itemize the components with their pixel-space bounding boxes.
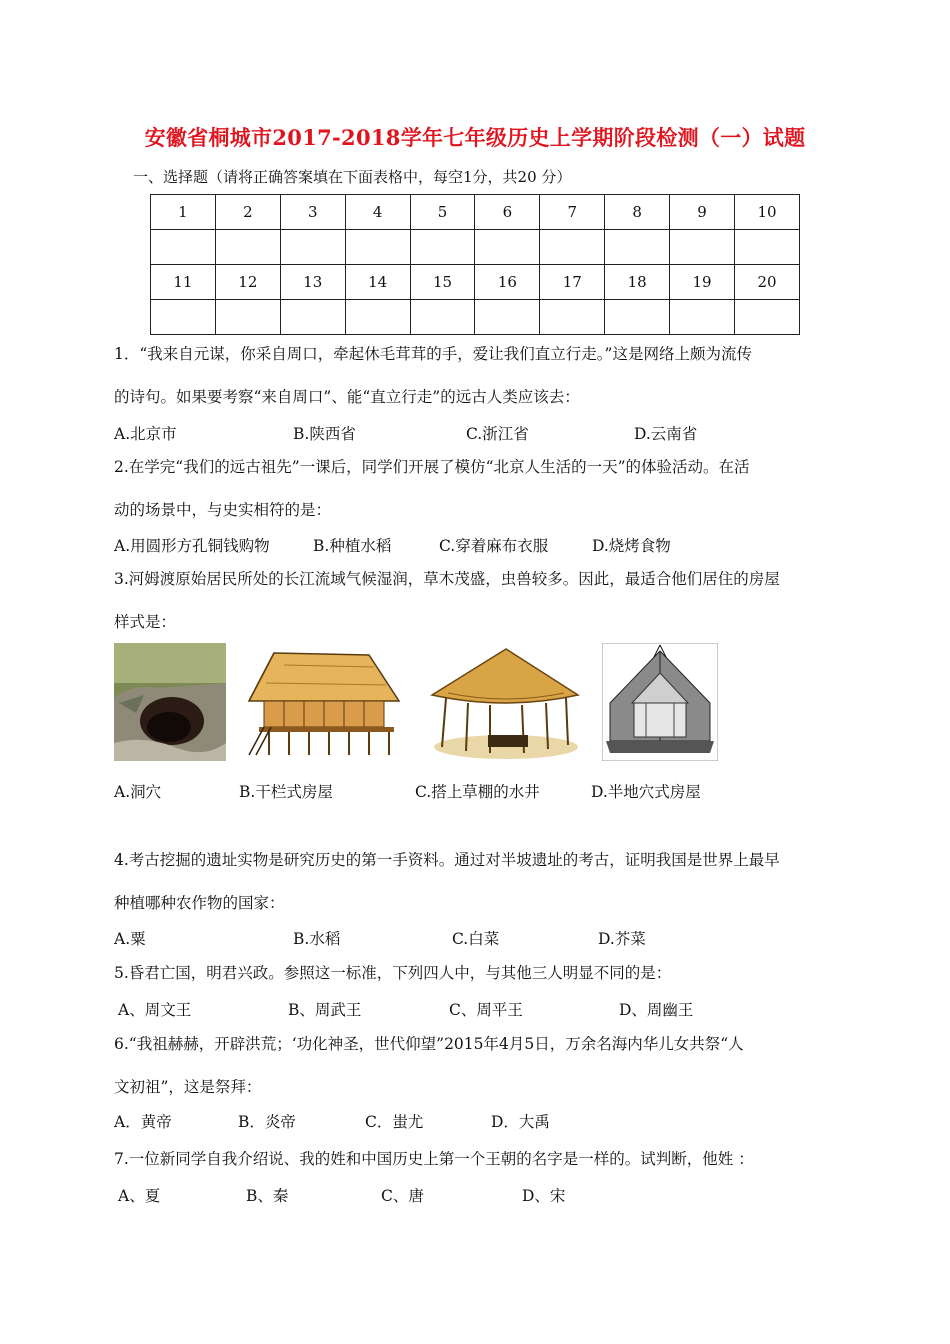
answer-cell[interactable] (215, 230, 280, 265)
table-row (151, 195, 800, 230)
answer-cell[interactable] (605, 300, 670, 335)
question-6-line-1: 6.“我祖赫赫，开辟洪荒；‘功化神圣，世代仰望”2015年4月5日，万余名海内华儿女共祭“人 (114, 1035, 744, 1053)
answer-cell[interactable] (280, 300, 345, 335)
q1-option-b: B.陕西省 (293, 425, 356, 443)
answer-cell[interactable] (670, 230, 735, 265)
q3-option-d: D.半地穴式房屋 (591, 783, 701, 801)
table-cell: 12 (215, 265, 280, 300)
q6-option-b: B．炎帝 (238, 1113, 296, 1131)
table-cell: 17 (540, 265, 605, 300)
q1-option-a: A.北京市 (114, 425, 177, 443)
table-cell: 19 (670, 265, 735, 300)
answer-cell[interactable] (410, 230, 475, 265)
answer-cell[interactable] (280, 230, 345, 265)
table-cell: 16 (475, 265, 540, 300)
table-cell: 18 (605, 265, 670, 300)
table-cell: 8 (605, 195, 670, 230)
q5-option-b: B、周武王 (288, 1001, 362, 1019)
stilt-house-image (244, 643, 404, 761)
answer-cell[interactable] (410, 300, 475, 335)
q2-option-b: B.种植水稻 (313, 537, 392, 555)
q4-option-a: A.粟 (114, 930, 146, 948)
question-2-line-1: 2.在学完“我们的远古祖先”一课后，同学们开展了模仿“北京人生活的一天”的体验活动。在活 (114, 458, 750, 476)
table-cell: 7 (540, 195, 605, 230)
table-cell: 9 (670, 195, 735, 230)
section-heading: 一、选择题（请将正确答案填在下面表格中，每空1分，共20 分） (133, 168, 572, 186)
answer-cell[interactable] (605, 230, 670, 265)
table-row (151, 265, 800, 300)
q7-option-b: B、秦 (246, 1187, 289, 1205)
exam-title: 安徽省桐城市2017-2018学年七年级历史上学期阶段检测（一）试题 (144, 125, 806, 150)
answer-cell[interactable] (345, 300, 410, 335)
table-cell: 6 (475, 195, 540, 230)
table-cell: 1 (151, 195, 216, 230)
q3-option-b: B.干栏式房屋 (239, 783, 333, 801)
answer-cell[interactable] (670, 300, 735, 335)
answer-cell[interactable] (735, 230, 800, 265)
answer-table (150, 194, 800, 335)
question-6-line-2: 文初祖”，这是祭拜： (114, 1078, 262, 1096)
q3-option-c: C.搭上草棚的水井 (415, 783, 540, 801)
q4-option-b: B.水稻 (293, 930, 341, 948)
table-cell: 15 (410, 265, 475, 300)
q6-option-d: D．大禹 (491, 1113, 550, 1131)
question-3-line-1: 3.河姆渡原始居民所处的长江流域气候湿润，草木茂盛，虫兽较多。因此，最适合他们居住的房屋 (114, 570, 780, 588)
q1-option-c: C.浙江省 (466, 425, 529, 443)
table-cell: 5 (410, 195, 475, 230)
question-1-line-1: 1．“我来自元谋，你采自周口，牵起休毛茸茸的手，爱让我们直立行走。”这是网络上颇为流传 (114, 345, 752, 363)
question-3-line-2: 样式是： (114, 613, 177, 631)
q4-option-d: D.芥菜 (598, 930, 646, 948)
table-cell: 20 (735, 265, 800, 300)
question-5-line-1: 5.昏君亡国，明君兴政。参照这一标准，下列四人中，与其他三人明显不同的是： (114, 964, 672, 982)
q2-option-c: C.穿着麻布衣服 (439, 537, 549, 555)
q5-option-a: A、周文王 (118, 1001, 192, 1019)
cave-image (114, 643, 226, 761)
q6-option-a: A．黄帝 (114, 1113, 172, 1131)
table-row-answers (151, 230, 800, 265)
q2-option-d: D.烧烤食物 (592, 537, 671, 555)
answer-cell[interactable] (151, 230, 216, 265)
question-7-line-1: 7.一位新同学自我介绍说、我的姓和中国历史上第一个王朝的名字是一样的。试判断，他姓 ： (114, 1150, 754, 1168)
question-1-line-2: 的诗句。如果要考察“来自周口”、能“直立行走”的远古人类应该去： (114, 388, 580, 406)
answer-cell[interactable] (215, 300, 280, 335)
table-cell: 4 (345, 195, 410, 230)
q4-option-c: C.白菜 (452, 930, 500, 948)
answer-cell[interactable] (475, 300, 540, 335)
question-2-line-2: 动的场景中，与史实相符的是： (114, 501, 332, 519)
q7-option-c: C、唐 (381, 1187, 424, 1205)
q7-option-d: D、宋 (522, 1187, 566, 1205)
question-4-line-1: 4.考古挖掘的遗址实物是研究历史的第一手资料。通过对半坡遗址的考古，证明我国是世界上最早 (114, 851, 780, 869)
table-cell: 14 (345, 265, 410, 300)
answer-cell[interactable] (540, 300, 605, 335)
answer-cell[interactable] (475, 230, 540, 265)
q7-option-a: A、夏 (118, 1187, 161, 1205)
thatched-well-image (428, 643, 580, 761)
q2-option-a: A.用圆形方孔铜钱购物 (114, 537, 270, 555)
q5-option-c: C、周平王 (449, 1001, 523, 1019)
semi-subterranean-house-image (602, 643, 718, 761)
table-cell: 10 (735, 195, 800, 230)
answer-cell[interactable] (735, 300, 800, 335)
q5-option-d: D、周幽王 (619, 1001, 694, 1019)
answer-cell[interactable] (540, 230, 605, 265)
q1-option-d: D.云南省 (634, 425, 698, 443)
table-cell: 13 (280, 265, 345, 300)
table-cell: 11 (151, 265, 216, 300)
table-row-answers (151, 300, 800, 335)
q3-option-a: A.洞穴 (114, 783, 162, 801)
q6-option-c: C．蚩尤 (365, 1113, 424, 1131)
table-cell: 3 (280, 195, 345, 230)
answer-cell[interactable] (151, 300, 216, 335)
answer-cell[interactable] (345, 230, 410, 265)
table-cell: 2 (215, 195, 280, 230)
question-4-line-2: 种植哪种农作物的国家： (114, 894, 285, 912)
